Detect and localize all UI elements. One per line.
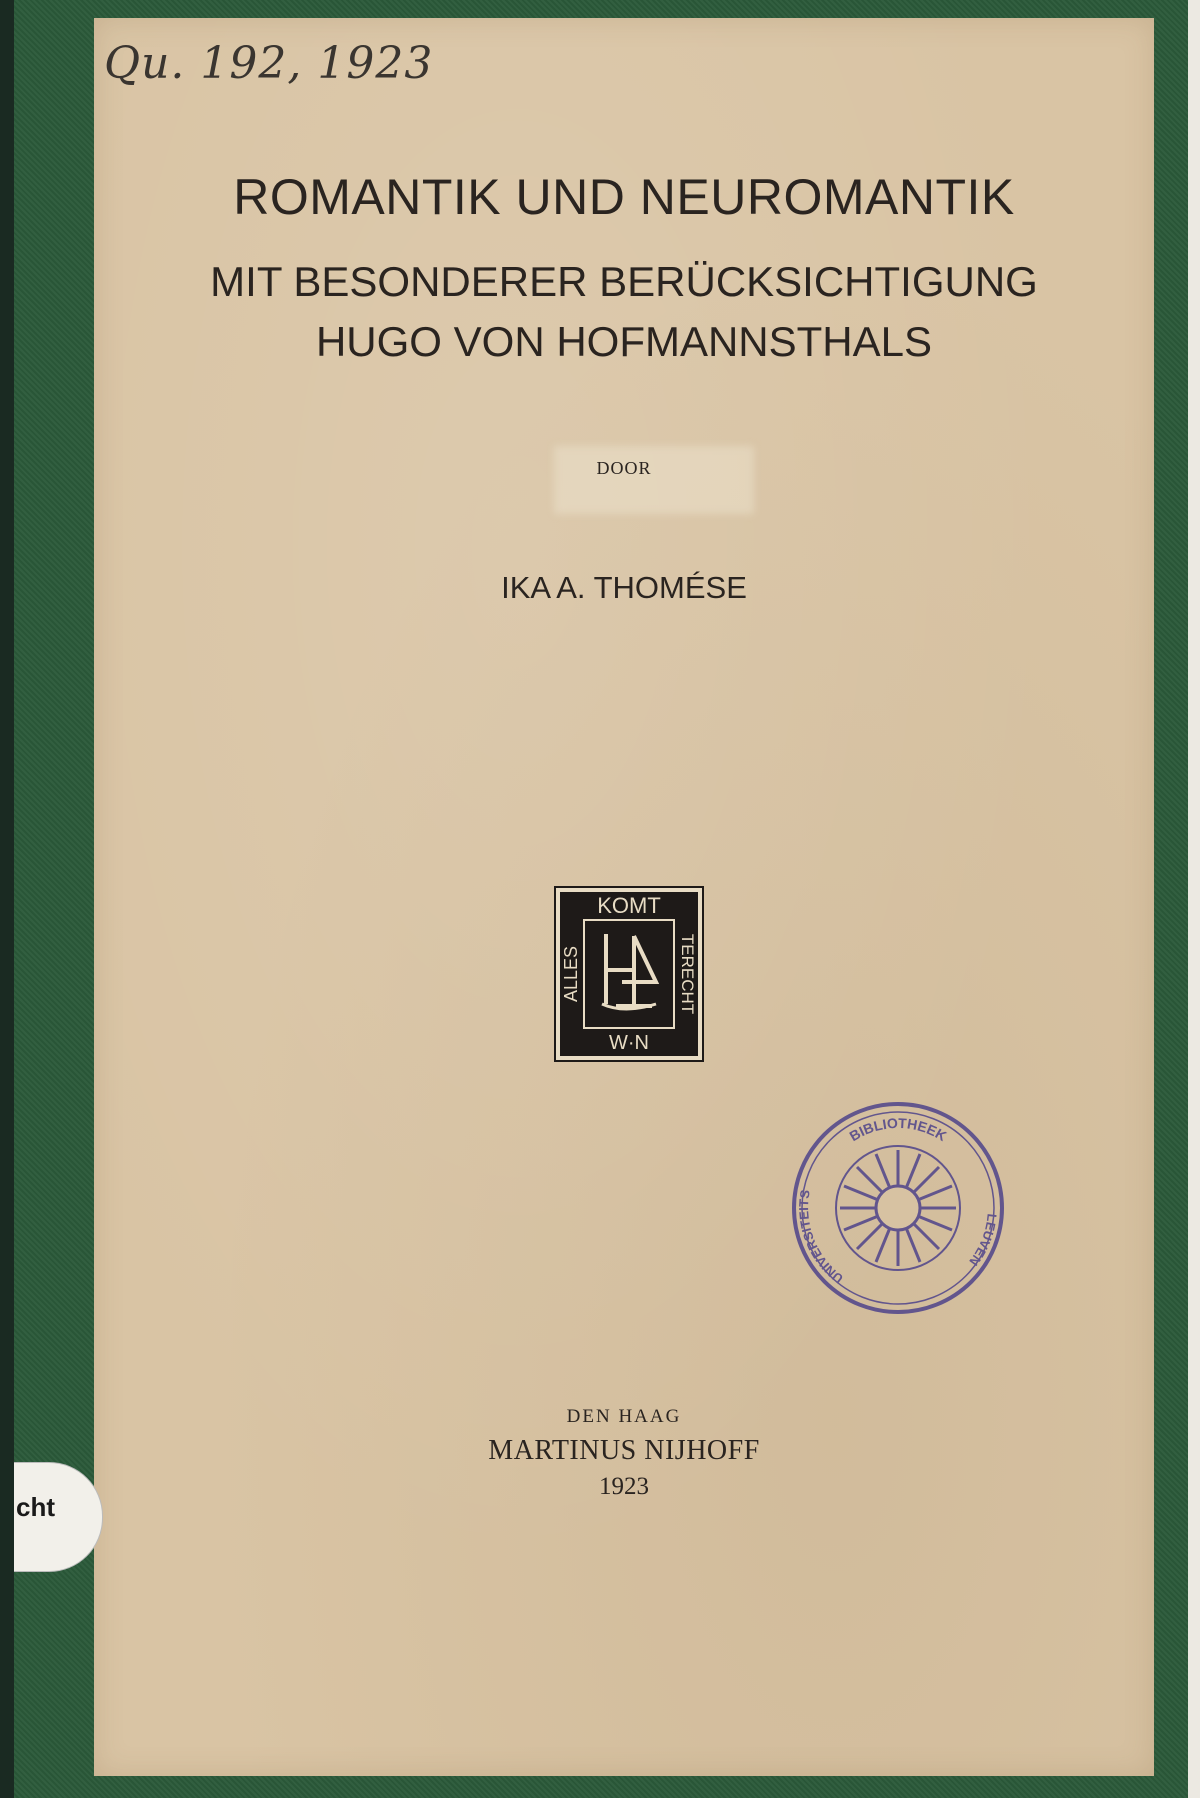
book-title: ROMANTIK UND NEUROMANTIK <box>233 169 1015 225</box>
handwritten-shelfmark: Qu. 192, 1923 <box>104 38 434 89</box>
subtitle-line-1: MIT BESONDERER BERÜCKSICHTIGUNG <box>210 258 1038 305</box>
imprint-city: DEN HAAG <box>566 1406 682 1427</box>
subtitle-line-2: HUGO VON HOFMANNSTHALS <box>315 318 933 365</box>
paper-patch <box>554 446 754 514</box>
imprint-publisher: MARTINUS NIJHOFF <box>488 1435 760 1466</box>
author-name: IKA A. THOMÉSE <box>501 570 747 605</box>
byline-door: DOOR <box>596 458 652 478</box>
svg-text:UNIVERSITEITS <box>796 1188 846 1286</box>
stamp-text-top: BIBLIOTHEEK <box>846 1114 950 1145</box>
publisher-emblem-icon <box>554 886 704 1062</box>
spine-label-text: cht <box>16 1492 55 1522</box>
title-page <box>94 18 1154 1776</box>
motto-top: KOMT <box>597 893 661 918</box>
motto-right: TERECHT <box>678 933 697 1015</box>
motto-left: ALLES <box>561 945 581 1003</box>
spine-edge-right <box>1188 0 1200 1798</box>
spine-edge-left <box>0 0 14 1798</box>
imprint-year: 1923 <box>599 1473 649 1500</box>
motto-bottom: W·N <box>609 1032 649 1054</box>
library-stamp-icon <box>788 1098 1008 1318</box>
stamp-text-left: UNIVERSITEITS <box>796 1188 846 1287</box>
stamp-text-right: LEUVEN <box>966 1212 1000 1269</box>
